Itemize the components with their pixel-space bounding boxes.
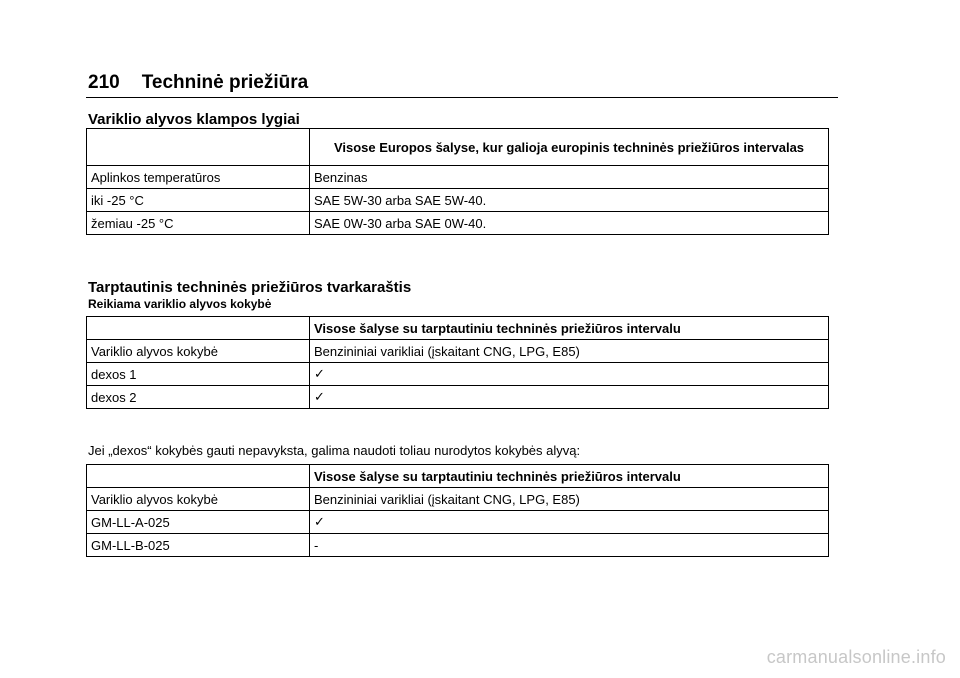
alternative-oil-paragraph: Jei „dexos“ kokybės gauti nepavyksta, galima naudoti toliau nurodytos kokybės alyvą: — [88, 443, 581, 458]
table-cell — [87, 129, 310, 166]
table-cell: dexos 2 — [87, 386, 310, 409]
table-row — [87, 189, 829, 212]
table-cell: GM-LL-A-025 — [87, 511, 310, 534]
page-header — [88, 72, 308, 94]
table-row — [87, 511, 829, 534]
table-cell: SAE 0W-30 arba SAE 0W-40. — [310, 212, 829, 235]
checkmark-icon: ✓ — [310, 511, 829, 534]
table-cell: - — [310, 534, 829, 557]
checkmark-icon: ✓ — [310, 363, 829, 386]
table-cell: GM-LL-B-025 — [87, 534, 310, 557]
table-cell — [87, 317, 310, 340]
oil-quality-table — [86, 316, 829, 409]
section-title: Techninė priežiūra — [141, 72, 309, 93]
table-row — [87, 534, 829, 557]
table-cell: dexos 1 — [87, 363, 310, 386]
table-cell: SAE 5W-30 arba SAE 5W-40. — [310, 189, 829, 212]
table-row — [87, 212, 829, 235]
table-cell: Variklio alyvos kokybė — [87, 340, 310, 363]
table-cell: iki -25 °C — [87, 189, 310, 212]
schedule-heading: Tarptautinis techninės priežiūros tvarkaraštis — [88, 279, 412, 296]
table-row — [87, 340, 829, 363]
table-cell: Benzininiai varikliai (įskaitant CNG, LPG, E85) — [310, 488, 829, 511]
table-header-row — [87, 129, 829, 166]
header-rule — [86, 97, 838, 98]
table-cell: Aplinkos temperatūros — [87, 166, 310, 189]
table-header-row — [87, 465, 829, 488]
table-row — [87, 166, 829, 189]
table-header-cell: Visose Europos šalyse, kur galioja europinis techninės priežiūros intervalas — [310, 129, 829, 166]
table-header-row — [87, 317, 829, 340]
table-row — [87, 386, 829, 409]
table-row — [87, 488, 829, 511]
checkmark-icon: ✓ — [310, 386, 829, 409]
watermark: carmanualsonline.info — [766, 647, 946, 667]
table-header-cell: Visose šalyse su tarptautiniu techninės priežiūros intervalu — [310, 317, 829, 340]
page-number: 210 — [88, 72, 120, 93]
table-cell: Variklio alyvos kokybė — [87, 488, 310, 511]
alternative-oil-table — [86, 464, 829, 557]
table-cell — [87, 465, 310, 488]
viscosity-table — [86, 128, 829, 235]
table-header-cell: Visose šalyse su tarptautiniu techninės priežiūros intervalu — [310, 465, 829, 488]
table-cell: žemiau -25 °C — [87, 212, 310, 235]
oil-quality-subheading: Reikiama variklio alyvos kokybė — [88, 297, 272, 311]
viscosity-heading: Variklio alyvos klampos lygiai — [88, 111, 300, 128]
table-row — [87, 363, 829, 386]
table-cell: Benzinas — [310, 166, 829, 189]
table-cell: Benzininiai varikliai (įskaitant CNG, LPG, E85) — [310, 340, 829, 363]
